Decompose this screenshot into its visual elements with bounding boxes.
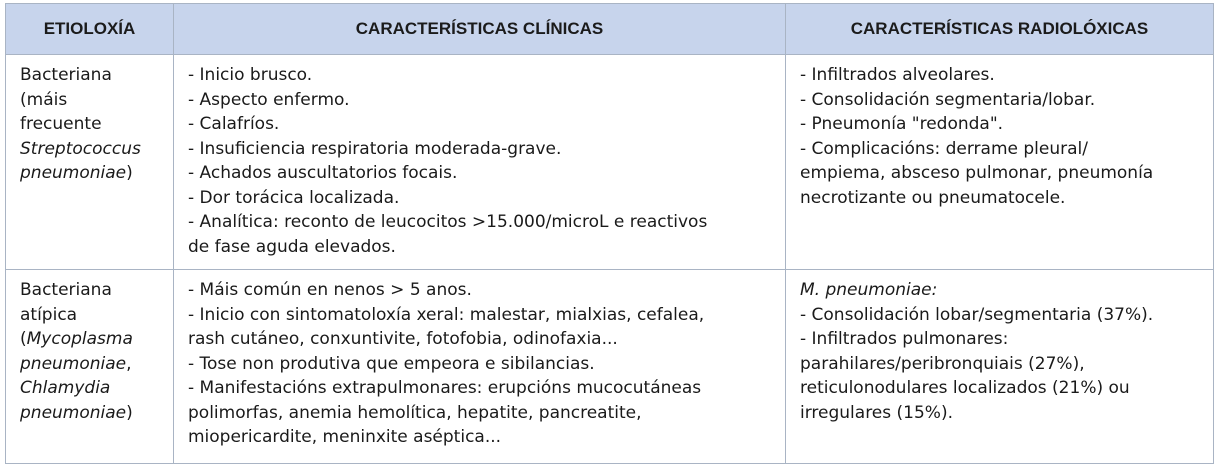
cell-line — [20, 161, 161, 186]
text-fragment: - Analítica: reconto de leucocitos >15.000/microL e reactivos — [188, 212, 708, 232]
text-fragment: pneumoniae — [20, 402, 127, 423]
text-fragment: - Pneumonía "redonda". — [800, 114, 1004, 134]
cell-line — [800, 63, 1201, 88]
text-fragment: Chlamydia — [20, 378, 111, 398]
cell-line — [188, 401, 773, 426]
cell-line — [800, 137, 1201, 162]
table-row — [6, 55, 1214, 270]
text-fragment: reticulonodulares localizados (21%) ou — [800, 378, 1130, 398]
cell-line — [20, 63, 161, 88]
text-fragment: Bacteriana — [20, 65, 112, 85]
etiology-table — [5, 3, 1214, 464]
text-fragment: - Tose non produtiva que empeora e sibilancias. — [188, 353, 595, 374]
cell-line — [20, 327, 161, 352]
text-fragment: M. pneumoniae: — [800, 280, 938, 300]
text-fragment: - Dor torácica localizada. — [188, 187, 400, 208]
cell-line — [188, 376, 773, 401]
cell-line — [800, 401, 1201, 426]
text-fragment: - Aspecto enfermo. — [188, 89, 350, 110]
text-fragment: - Máis común en nenos > 5 anos. — [188, 280, 472, 300]
text-fragment: - Infiltrados pulmonares: — [800, 329, 1009, 349]
cell-line — [188, 161, 773, 186]
text-fragment: - Consolidación segmentaria/lobar. — [800, 89, 1096, 110]
text-fragment: - Complicacións: derrame pleural/ — [800, 138, 1088, 159]
header-clinical: CARACTERÍSTICAS CLÍNICAS — [174, 4, 786, 55]
text-fragment: empiema, absceso pulmonar, pneumonía — [800, 163, 1154, 183]
cell-line — [800, 303, 1201, 328]
text-fragment: Bacteriana — [20, 280, 112, 300]
cell-line — [20, 88, 161, 113]
cell-line — [800, 327, 1201, 352]
cell-line — [188, 186, 773, 211]
text-fragment: - Consolidación lobar/segmentaria (37%). — [800, 304, 1154, 325]
cell-line — [800, 352, 1201, 377]
clinical-cell — [174, 270, 786, 464]
text-fragment: Streptococcus — [20, 138, 141, 159]
header-etiology: ETIOLOXÍA — [6, 4, 174, 55]
text-fragment: pneumoniae — [20, 353, 127, 374]
cell-line — [188, 112, 773, 137]
text-fragment: - Manifestacións extrapulmonares: erupcións mucocutáneas — [188, 378, 702, 398]
text-fragment: pneumoniae — [20, 163, 127, 183]
cell-line — [20, 278, 161, 303]
cell-line — [188, 88, 773, 113]
cell-line — [20, 303, 161, 328]
text-fragment: ( — [20, 329, 27, 349]
cell-line — [188, 210, 773, 235]
text-fragment: rash cutáneo, conxuntivite, fotofobia, odinofaxia... — [188, 329, 618, 349]
radiological-cell — [786, 270, 1214, 464]
cell-line — [188, 425, 773, 450]
header-row — [6, 4, 1214, 55]
cell-line — [20, 112, 161, 137]
clinical-cell — [174, 55, 786, 270]
cell-line — [20, 137, 161, 162]
text-fragment: frecuente — [20, 114, 102, 134]
text-fragment: polimorfas, anemia hemolítica, hepatite, pancreatite, — [188, 402, 642, 423]
cell-line — [20, 376, 161, 401]
cell-line — [188, 137, 773, 162]
text-fragment: - Inicio brusco. — [188, 65, 313, 85]
cell-line — [800, 278, 1201, 303]
etiology-cell — [6, 270, 174, 464]
text-fragment: parahilares/peribronquiais (27%), — [800, 353, 1085, 374]
text-fragment: - Infiltrados alveolares. — [800, 65, 995, 85]
cell-line — [188, 278, 773, 303]
text-fragment: , — [126, 353, 132, 374]
text-fragment: necrotizante ou pneumatocele. — [800, 187, 1066, 208]
cell-line — [800, 376, 1201, 401]
cell-line — [20, 401, 161, 426]
text-fragment: irregulares (15%). — [800, 402, 953, 423]
text-fragment: atípica — [20, 304, 78, 325]
text-fragment: Mycoplasma — [26, 329, 133, 349]
cell-line — [800, 161, 1201, 186]
cell-line — [188, 352, 773, 377]
cell-line — [188, 327, 773, 352]
header-radiological: CARACTERÍSTICAS RADIOLÓXICAS — [786, 4, 1214, 55]
text-fragment: miopericardite, meninxite aséptica... — [188, 427, 502, 447]
cell-line — [188, 235, 773, 260]
text-fragment: de fase aguda elevados. — [188, 236, 396, 257]
cell-line — [800, 186, 1201, 211]
text-fragment: - Calafríos. — [188, 114, 280, 134]
cell-line — [800, 88, 1201, 113]
cell-line — [20, 352, 161, 377]
etiology-cell — [6, 55, 174, 270]
cell-line — [800, 112, 1201, 137]
text-fragment: - Insuficiencia respiratoria moderada-grave. — [188, 138, 562, 159]
text-fragment: (máis — [20, 89, 68, 110]
radiological-cell — [786, 55, 1214, 270]
text-fragment: - Achados auscultatorios focais. — [188, 163, 458, 183]
text-fragment: ) — [126, 163, 133, 183]
cell-line — [188, 63, 773, 88]
table-row — [6, 270, 1214, 464]
text-fragment: - Inicio con sintomatoloxía xeral: malestar, mialxias, cefalea, — [188, 304, 705, 325]
cell-line — [188, 303, 773, 328]
text-fragment: ) — [126, 402, 133, 423]
